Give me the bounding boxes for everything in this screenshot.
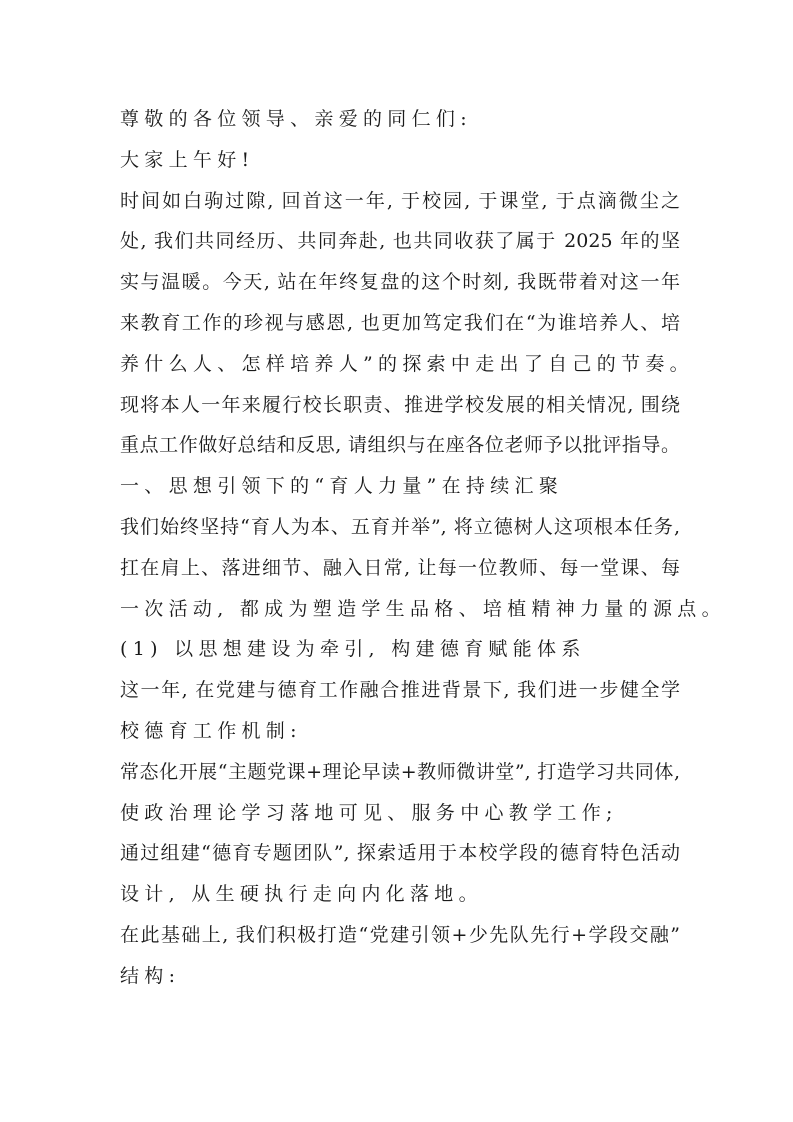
paragraph-line: 使政治理论学习落地可见、服务中心教学工作; xyxy=(120,801,618,824)
paragraph-line: 设计, 从生硬执行走向内化落地。 xyxy=(120,883,483,906)
paragraph-line: 常态化开展“主题党课+理论早读+教师微讲堂”, 打造学习共同体, xyxy=(120,760,680,783)
paragraph-line: 这一年, 在党建与德育工作融合推进背景下, 我们进一步健全学 xyxy=(120,679,680,702)
paragraph-line: 实与温暖。今天, 站在年终复盘的这个时刻, 我既带着对这一年 xyxy=(120,271,680,294)
paragraph-line: 结构: xyxy=(120,964,181,987)
document-page xyxy=(120,99,726,997)
paragraph-line: 通过组建“德育专题团队”, 探索适用于本校学段的德育特色活动 xyxy=(120,842,680,865)
paragraph-line: 我们始终坚持“育人为本、五育并举”, 将立德树人这项根本任务, xyxy=(120,515,680,538)
paragraph-line: 在此基础上, 我们积极打造“党建引领+少先队先行+学段交融” xyxy=(120,923,680,946)
paragraph-line: 一次活动, 都成为塑造学生品格、培植精神力量的源点。 xyxy=(120,597,726,620)
paragraph-line: 扛在肩上、落进细节、融入日常, 让每一位教师、每一堂课、每 xyxy=(120,556,680,579)
section-heading: 一、思想引领下的“育人力量”在持续汇聚 xyxy=(120,475,564,498)
paragraph-line: 处, 我们共同经历、共同奔赴, 也共同收获了属于 2025 年的坚 xyxy=(120,230,680,253)
salutation: 尊敬的各位领导、亲爱的同仁们: xyxy=(120,108,472,130)
paragraph-line: 校德育工作机制: xyxy=(120,719,302,742)
paragraph-line: 养什么人、怎样培养人”的探索中走出了自己的节奏。 xyxy=(120,352,694,375)
greeting: 大家上午好! xyxy=(120,148,255,171)
paragraph-line: 来教育工作的珍视与感恩, 也更加笃定我们在“为谁培养人、培 xyxy=(120,311,680,334)
paragraph-line: 时间如白驹过隙, 回首这一年, 于校园, 于课堂, 于点滴微尘之 xyxy=(120,189,680,212)
subsection-heading: (1) 以思想建设为牵引, 构建德育赋能体系 xyxy=(120,638,586,661)
paragraph-line: 现将本人一年来履行校长职责、推进学校发展的相关情况, 围绕 xyxy=(120,393,680,416)
paragraph-line: 重点工作做好总结和反思, 请组织与在座各位老师予以批评指导。 xyxy=(120,434,680,457)
